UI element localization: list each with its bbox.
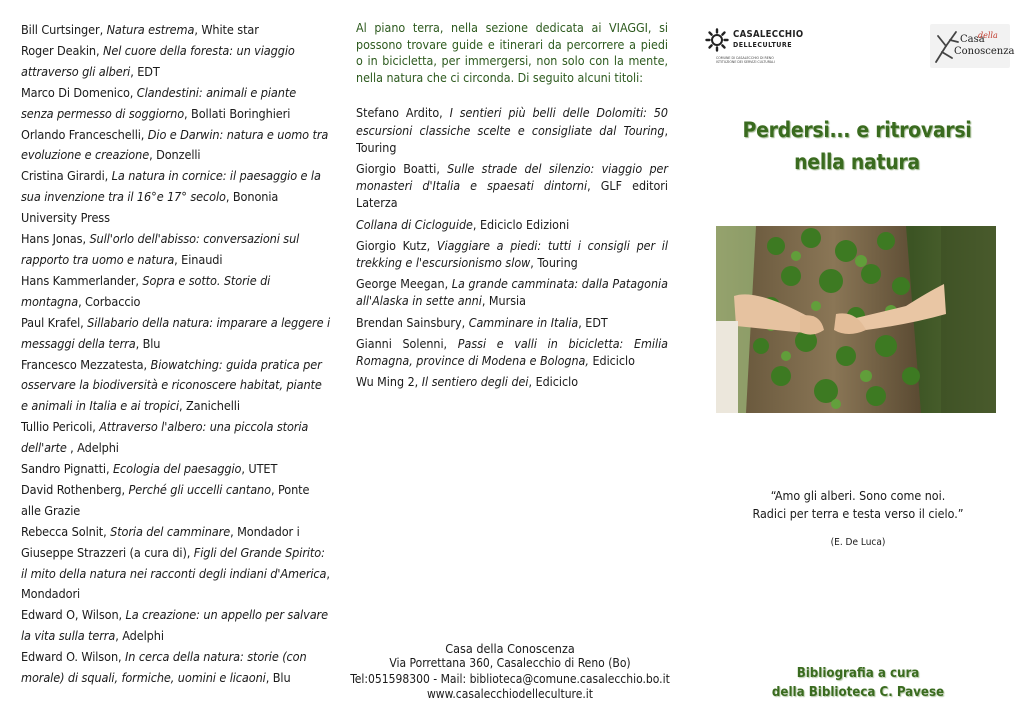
- casa-della-conoscenza-logo: [930, 24, 1015, 68]
- entry-publisher: , Blu: [265, 670, 291, 686]
- entry-author: Hans Jonas,: [21, 231, 90, 247]
- entry-publisher: , Einaudi: [174, 251, 223, 267]
- entry-title: Sillabario della natura: imparare a leggere i messaggi della terra: [21, 314, 331, 351]
- entry-title: Natura estrema: [106, 22, 195, 37]
- entry-title: Passi e valli in bicicletta: Emilia Romagna, province di Modena e Bologna,: [356, 335, 668, 369]
- bibliography-entry: [356, 275, 668, 309]
- entry-publisher: , Adelphi: [66, 440, 119, 456]
- entry-publisher: , Adelphi: [115, 628, 164, 644]
- entry-author: Paul Krafel,: [21, 314, 88, 330]
- entry-title: Sulle strade del silenzio: viaggio per monasteri d'Italia e spaesati dintorni: [356, 160, 668, 194]
- entry-author: Tullio Pericoli,: [21, 419, 100, 435]
- bibliography-entry: [21, 20, 331, 41]
- bibliography-credit: [740, 664, 976, 702]
- logo-text-comune: COMUNE DI CASALECCHIO DI RENO: [716, 56, 774, 60]
- entry-title: Figli del Grande Spirito: il mito della natura nei racconti degli indiani d'America: [21, 544, 327, 581]
- entry-title: Sopra e sotto. Storie di montagna: [21, 272, 271, 309]
- bibliography-entry: [21, 480, 331, 522]
- library-contact-footer: [340, 641, 680, 703]
- entry-author: George Meegan,: [356, 276, 452, 292]
- quote-line-1: “Amo gli alberi. Sono come noi.: [770, 488, 946, 503]
- entry-author: Orlando Franceschelli,: [21, 126, 148, 142]
- entry-title: Sull'orlo dell'abisso: conversazioni sul rapporto tra uomo e natura: [21, 231, 300, 267]
- entry-title: Clandestini: animali e piante senza permesso di soggiorno: [21, 84, 297, 121]
- entry-publisher: , Bollati Boringhieri: [184, 105, 291, 121]
- entry-title: Ecologia del paesaggio: [112, 461, 242, 477]
- entry-publisher: , EDT: [578, 314, 608, 330]
- biblio-line-1: Bibliografia a cura: [796, 666, 920, 681]
- entry-title: Dio e Darwin: natura e uomo tra evoluzione e creazione: [21, 126, 329, 163]
- entry-publisher: , Bononia University Press: [21, 189, 279, 226]
- bibliography-entry: [21, 522, 331, 543]
- bibliography-entry: [21, 271, 331, 313]
- entry-author: Giorgio Kutz,: [356, 237, 437, 253]
- entry-author: Bill Curtsinger,: [21, 22, 107, 37]
- entry-title: La grande camminata: dalla Patagonia all'Alaska in sette anni: [356, 276, 668, 309]
- entry-author: Marco Di Domenico,: [21, 84, 137, 100]
- logo-word-casa: Casa: [960, 34, 985, 45]
- entry-author: Brendan Sainsbury,: [356, 314, 469, 330]
- quote-line-2: Radici per terra e testa verso il cielo.”: [752, 505, 964, 521]
- entry-title: Nel cuore della foresta: un viaggio attraverso gli alberi: [21, 42, 295, 79]
- entry-title: La natura in cornice: il paesaggio e la sua invenzione tra il 16°e 17° secolo: [21, 168, 321, 205]
- logo-text-istituzione: ISTITUZIONE DEI SERVIZI CULTURALI: [716, 60, 775, 64]
- bibliography-entry: [21, 647, 331, 689]
- bibliography-entry: [21, 605, 331, 647]
- tree-hug-photo: [716, 226, 996, 413]
- entry-publisher: , Ediciclo: [528, 374, 579, 390]
- footer-name: Casa della Conoscenza: [445, 641, 575, 656]
- logo-word-conoscenza: Conoscenza: [954, 46, 1015, 57]
- footer-contact: Tel:051598300 - Mail: biblioteca@comune.casalecchio.bo.it: [350, 671, 670, 686]
- logos-bar: [700, 22, 1015, 72]
- casalecchio-delle-culture-logo: [705, 26, 815, 62]
- bibliography-entry: [21, 543, 331, 606]
- bibliography-entry: [356, 237, 668, 271]
- logo-word-della: della: [978, 31, 998, 40]
- bibliography-entry: [356, 335, 668, 369]
- bibliography-entry: [356, 373, 668, 390]
- bibliography-entry: [21, 459, 331, 480]
- entry-title: Collana di Cicloguide: [356, 216, 473, 232]
- entry-publisher: , Touring: [530, 255, 578, 270]
- entry-publisher: , Ponte alle Grazie: [21, 481, 310, 518]
- entry-author: David Rothenberg,: [21, 481, 129, 497]
- bibliography-entry: [356, 104, 668, 156]
- entry-author: Edward O, Wilson,: [21, 607, 126, 623]
- entry-author: Hans Kammerlander,: [21, 272, 143, 288]
- entry-publisher: , EDT: [130, 63, 160, 79]
- entry-publisher: , Donzelli: [149, 147, 201, 163]
- entry-publisher: , Corbaccio: [78, 293, 141, 309]
- entry-title: Attraverso l'albero: una piccola storia dell'arte: [21, 419, 309, 456]
- bibliography-entry: [21, 417, 331, 459]
- footer-website: www.casalecchiodelleculture.it: [426, 687, 594, 702]
- entry-title: La creazione: un appello per salvare la vita sulla terra: [21, 607, 328, 644]
- quote-text: [718, 487, 998, 522]
- entry-author: Roger Deakin,: [21, 42, 103, 58]
- entry-publisher: , Touring: [356, 122, 668, 155]
- entry-author: Giorgio Boatti,: [356, 160, 448, 176]
- title-line-2: nella natura: [794, 150, 920, 174]
- brochure-title: [712, 114, 1002, 178]
- entry-author: Francesco Mezzatesta,: [21, 356, 151, 372]
- bibliography-entry: [21, 313, 331, 355]
- entry-publisher: , Mondador i: [230, 523, 300, 539]
- bibliography-entry: [356, 160, 668, 212]
- entry-publisher: , Zanichelli: [179, 398, 240, 414]
- entry-author: Stefano Ardito,: [356, 105, 450, 121]
- logo-text-delleculture: DELLECULTURE: [733, 41, 793, 49]
- bibliography-entry: [356, 216, 668, 233]
- entry-title: Camminare in Italia: [468, 314, 579, 330]
- entry-publisher: , Blu: [135, 335, 161, 351]
- entry-publisher: , White star: [194, 22, 259, 37]
- bibliography-entry: [21, 83, 331, 125]
- entry-author: Wu Ming 2,: [356, 374, 422, 390]
- entry-title: Perché gli uccelli cantano: [128, 481, 271, 497]
- entry-author: Edward O. Wilson,: [21, 649, 126, 665]
- entry-title: Biowatching: guida pratica per osservare la biodiversità e riconoscere habitat, piante e animali in Italia e ai tropici: [21, 356, 322, 414]
- sun-gear-icon: [705, 28, 729, 52]
- entry-publisher: , UTET: [241, 461, 278, 477]
- left-bibliography-column: [21, 20, 331, 689]
- bibliography-entry: [21, 166, 331, 229]
- title-line-1: Perdersi... e ritrovarsi: [742, 118, 972, 142]
- biblio-line-2: della Biblioteca C. Pavese: [771, 685, 945, 700]
- entry-author: Gianni Solenni,: [356, 335, 458, 351]
- bibliography-entry: [21, 229, 331, 271]
- entry-author: Giuseppe Strazzeri (a cura di),: [21, 544, 194, 560]
- travel-intro-text: Al piano terra, nella sezione dedicata ai VIAGGI, si possono trovare guide e itinerari da percorrere a piedi o in bicicletta, per immergersi, non solo con la mente, nella natura che ci circonda. Di seguito alcuni titoli:: [356, 20, 668, 85]
- travel-entries-list: [356, 104, 668, 390]
- logo-text-casalecchio: CASALECCHIO: [733, 29, 804, 40]
- entry-author: Cristina Girardi,: [21, 168, 112, 184]
- entry-author: Rebecca Solnit,: [21, 523, 111, 539]
- entry-title: Il sentiero degli dei: [421, 374, 529, 390]
- bibliography-entry: [21, 41, 331, 83]
- entry-title: Viaggiare a piedi: tutti i consigli per il trekking e l'escursionismo slow: [356, 237, 668, 270]
- entry-publisher: , Ediciclo Edizioni: [472, 216, 570, 232]
- bibliography-entry: [21, 355, 331, 418]
- entry-publisher: , Mursia: [481, 293, 526, 309]
- entry-title: I sentieri più belli delle Dolomiti: 50 escursioni classiche scelte e consigliate dal Touring: [356, 105, 668, 138]
- tree-hug-illustration: [716, 226, 996, 413]
- entry-publisher: Ediciclo: [588, 353, 635, 369]
- entry-title: Storia del camminare: [110, 523, 231, 539]
- quote-author: (E. De Luca): [830, 537, 886, 548]
- middle-bibliography-column: [356, 20, 668, 394]
- bibliography-entry: [21, 125, 331, 167]
- footer-address: Via Porrettana 360, Casalecchio di Reno (Bo): [389, 656, 631, 671]
- bibliography-entry: [356, 314, 668, 331]
- entry-publisher: , GLF editori Laterza: [356, 178, 668, 211]
- entry-title: In cerca della natura: storie (con morale) di squali, formiche, uomini e licaoni: [21, 649, 307, 686]
- entry-publisher: , Mondadori: [21, 565, 330, 602]
- entry-author: Sandro Pignatti,: [21, 461, 113, 477]
